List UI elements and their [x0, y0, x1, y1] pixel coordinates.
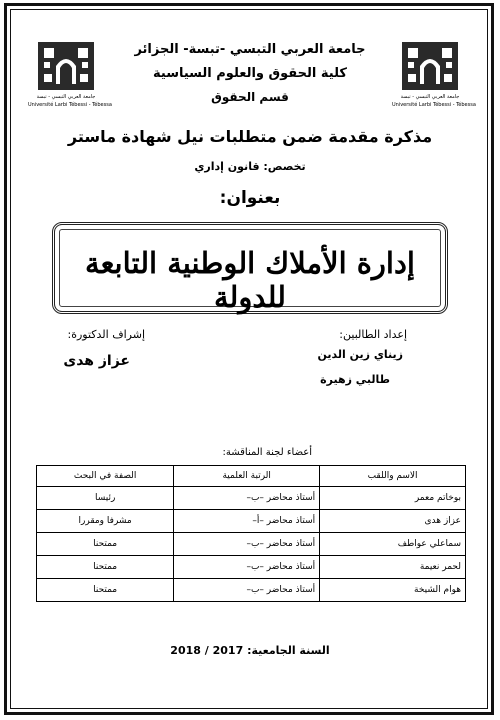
member-role: ممتحنا [37, 556, 174, 579]
column-header-rank: الرتبة العلمية [174, 466, 320, 487]
member-role: ممتحنا [37, 579, 174, 602]
specialization: تخصص: قانون إداري [194, 160, 306, 173]
member-rank: أستاذ محاضر –أ– [174, 510, 320, 533]
member-rank: أستاذ محاضر –ب– [174, 487, 320, 510]
member-rank: أستاذ محاضر –ب– [174, 533, 320, 556]
logo-arabic-text: جامعة العربي التبسي - تبسة [36, 94, 96, 100]
table-row [37, 579, 466, 602]
logo-latin-text: Université Larbi Tébessi - Tébessa [392, 102, 476, 108]
table-row [37, 487, 466, 510]
university-logo-left [28, 40, 112, 108]
member-role: مشرفا ومقررا [37, 510, 174, 533]
column-header-name: الاسم واللقب [320, 466, 466, 487]
department-name: قسم الحقوق [211, 90, 289, 104]
student-name: طالبي زهيرة [320, 373, 390, 386]
university-name: جامعة العربي التبسي -تبسة- الجزائر [134, 42, 366, 57]
member-rank: أستاذ محاضر –ب– [174, 556, 320, 579]
table-row [37, 533, 466, 556]
students-label: إعداد الطالبين: [339, 328, 407, 341]
academic-year: السنة الجامعية: 2017 / 2018 [170, 644, 330, 657]
member-name: لحمر نعيمة [320, 556, 466, 579]
logo-latin-text: Université Larbi Tébessi - Tébessa [28, 102, 112, 108]
committee-table [36, 465, 466, 602]
table-row [37, 510, 466, 533]
column-header-role: الصفة في البحث [37, 466, 174, 487]
university-logo-right [392, 40, 476, 108]
table-header-row [37, 466, 466, 487]
title-label: بعنوان: [219, 188, 281, 208]
thesis-title: إدارة الأملاك الوطنية التابعة للدولة [85, 246, 415, 314]
student-name: زيناي زين الدين [317, 348, 403, 361]
university-emblem-icon [34, 40, 98, 92]
supervisor-label: إشراف الدكتورة: [67, 328, 145, 341]
member-name: بوخاتم معمر [320, 487, 466, 510]
memo-heading: مذكرة مقدمة ضمن متطلبات نيل شهادة ماستر [67, 127, 433, 146]
faculty-name: كلية الحقوق والعلوم السياسية [153, 66, 347, 81]
supervisor-name: عزاز هدى [63, 353, 130, 369]
member-name: هوام الشيخة [320, 579, 466, 602]
member-name: سماعلي عواطف [320, 533, 466, 556]
committee-label: أعضاء لجنة المناقشة: [222, 447, 312, 458]
university-emblem-icon [398, 40, 462, 92]
member-rank: أستاذ محاضر –ب– [174, 579, 320, 602]
table-row [37, 556, 466, 579]
member-role: ممتحنا [37, 533, 174, 556]
member-role: رئيسا [37, 487, 174, 510]
member-name: عزاز هدى [320, 510, 466, 533]
logo-arabic-text: جامعة العربي التبسي - تبسة [400, 94, 460, 100]
